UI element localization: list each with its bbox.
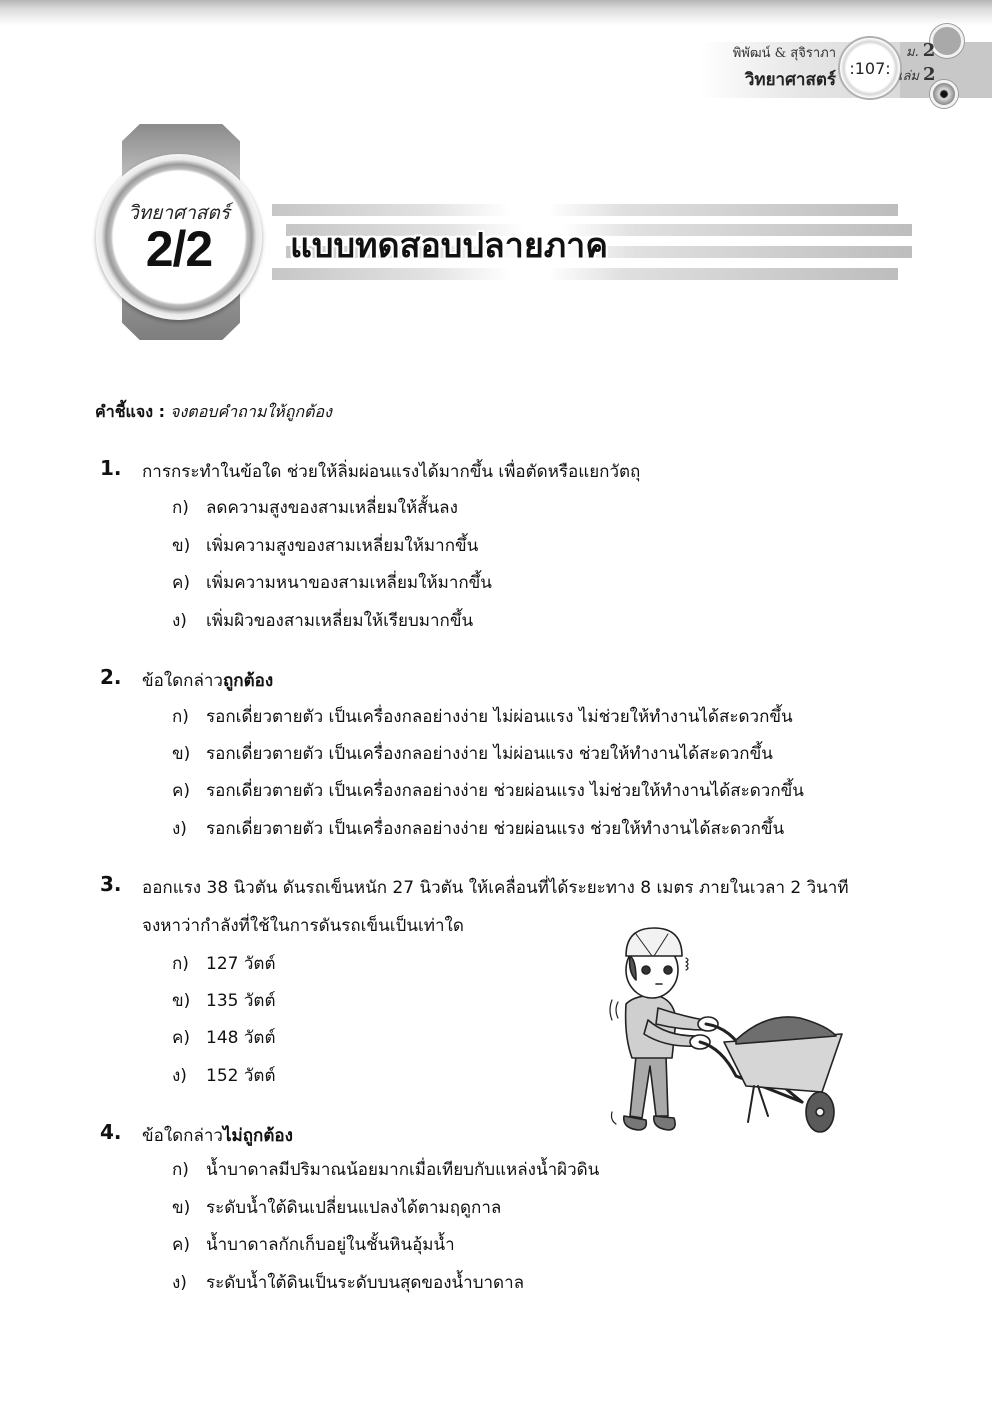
choice-text: ระดับน้ำใต้ดินเป็นระดับบนสุดของน้ำบาดาล <box>206 1273 525 1293</box>
choice-letter: ง) <box>172 819 187 839</box>
choice-letter: ง) <box>172 1273 187 1293</box>
choice-text: น้ำบาดาลมีปริมาณน้อยมากเมื่อเทียบกับแหล่งน้ำผิวดิน <box>206 1160 600 1180</box>
question-text <box>142 667 273 694</box>
choice-letter: ก) <box>172 707 189 727</box>
question-text: การกระทำในข้อใด ช่วยให้ลิ่มผ่อนแรงได้มากขึ้น เพื่อตัดหรือแยกวัตถุ <box>142 462 641 482</box>
choice-letter: ก) <box>172 1160 189 1180</box>
question-number: 2. <box>100 665 122 689</box>
question-number: 1. <box>100 456 122 480</box>
instructions <box>95 400 332 425</box>
choice-text: ระดับน้ำใต้ดินเปลี่ยนแปลงได้ตามฤดูกาล <box>206 1198 502 1218</box>
choice-letter: ค) <box>172 1235 191 1255</box>
choice-letter: ข) <box>172 991 191 1011</box>
emblem-subject: วิทยาศาสตร์ <box>128 202 230 224</box>
choice-letter: ข) <box>172 536 191 556</box>
choice-text: เพิ่มความหนาของสามเหลี่ยมให้มากขึ้น <box>206 573 492 593</box>
page-top-shade <box>0 0 992 26</box>
book-indicator <box>898 64 936 86</box>
question-text-line2: จงหาว่ากำลังที่ใช้ในการดันรถเข็นเป็นเท่าใด <box>142 916 464 936</box>
choice-b[interactable] <box>172 740 773 767</box>
choice-a[interactable] <box>172 494 458 521</box>
choice-text: รอกเดี่ยวตายตัว เป็นเครื่องกลอย่างง่าย ไม่ผ่อนแรง ช่วยให้ทำงานได้สะดวกขึ้น <box>206 744 773 764</box>
choice-d[interactable] <box>172 815 784 842</box>
choice-letter: ก) <box>172 954 189 974</box>
choice-text: รอกเดี่ยวตายตัว เป็นเครื่องกลอย่างง่าย ช่วยผ่อนแรง ไม่ช่วยให้ทำงานได้สะดวกขึ้น <box>206 781 804 801</box>
choice-letter: ข) <box>172 1198 191 1218</box>
choice-letter: ข) <box>172 744 191 764</box>
choice-text: 148 วัตต์ <box>206 1028 276 1048</box>
choice-c[interactable] <box>172 1024 275 1051</box>
choice-text: เพิ่มผิวของสามเหลี่ยมให้เรียบมากขึ้น <box>206 611 474 631</box>
question-number: 4. <box>100 1120 122 1144</box>
choice-letter: ค) <box>172 573 191 593</box>
choice-c[interactable] <box>172 1231 455 1258</box>
header-subject: วิทยาศาสตร์ <box>744 70 836 90</box>
choice-d[interactable] <box>172 1269 524 1296</box>
grade-label: ม. <box>906 45 919 60</box>
instructions-text: จงตอบคำถามให้ถูกต้อง <box>170 402 332 421</box>
choice-letter: ง) <box>172 1066 187 1086</box>
emblem-number: 2/2 <box>145 221 213 277</box>
grade-indicator <box>906 40 935 62</box>
choice-c[interactable] <box>172 777 804 804</box>
instructions-label: คำชี้แจง : <box>95 402 166 421</box>
header-author: พิพัฒน์ & สุจิราภา <box>732 46 836 61</box>
choice-text: รอกเดี่ยวตายตัว เป็นเครื่องกลอย่างง่าย ไม่ผ่อนแรง ไม่ช่วยให้ทำงานได้สะดวกขึ้น <box>206 707 793 727</box>
choice-letter: ค) <box>172 781 191 801</box>
choice-text: ลดความสูงของสามเหลี่ยมให้สั้นลง <box>206 498 458 518</box>
page-number: :107: <box>849 58 891 78</box>
question-text-emphasis: ถูกต้อง <box>222 671 274 691</box>
choice-text: เพิ่มความสูงของสามเหลี่ยมให้มากขึ้น <box>206 536 479 556</box>
choice-d[interactable] <box>172 1062 275 1089</box>
wheelbarrow-illustration <box>596 916 852 1138</box>
book-label: เล่ม <box>898 69 919 84</box>
page-title: แบบทดสอบปลายภาค <box>290 226 609 266</box>
choice-c[interactable] <box>172 569 492 596</box>
choice-a[interactable] <box>172 950 275 977</box>
page-number-badge <box>838 36 902 100</box>
diamond-icon: ◆ <box>930 80 958 108</box>
question-text: ออกแรง 38 นิวตัน ดันรถเข็นหนัก 27 นิวตัน ให้เคลื่อนที่ได้ระยะทาง 8 เมตร ภายในเวลา 2 วินาที <box>142 878 849 898</box>
choice-a[interactable] <box>172 1156 599 1183</box>
choice-letter: ง) <box>172 611 187 631</box>
choice-letter: ค) <box>172 1028 191 1048</box>
choice-text: น้ำบาดาลกักเก็บอยู่ในชั้นหินอุ้มน้ำ <box>206 1235 455 1255</box>
choice-b[interactable] <box>172 532 478 559</box>
question-text-emphasis: ไม่ถูกต้อง <box>222 1126 293 1146</box>
choice-text: รอกเดี่ยวตายตัว เป็นเครื่องกลอย่างง่าย ช่วยผ่อนแรง ช่วยให้ทำงานได้สะดวกขึ้น <box>206 819 785 839</box>
book-value: 2 <box>922 64 936 85</box>
title-stripe <box>272 204 898 216</box>
grade-value: 2 <box>922 40 936 61</box>
choice-text: 135 วัตต์ <box>206 991 276 1011</box>
choice-text: 127 วัตต์ <box>206 954 276 974</box>
choice-b[interactable] <box>172 1194 501 1221</box>
choice-a[interactable] <box>172 703 793 730</box>
question-text-prefix: ข้อใดกล่าว <box>142 1126 223 1146</box>
choice-d[interactable] <box>172 607 473 634</box>
question-text <box>142 1122 293 1149</box>
question-number: 3. <box>100 872 122 896</box>
question-text-prefix: ข้อใดกล่าว <box>142 671 223 691</box>
choice-letter: ก) <box>172 498 189 518</box>
choice-text: 152 วัตต์ <box>206 1066 276 1086</box>
choice-b[interactable] <box>172 987 275 1014</box>
